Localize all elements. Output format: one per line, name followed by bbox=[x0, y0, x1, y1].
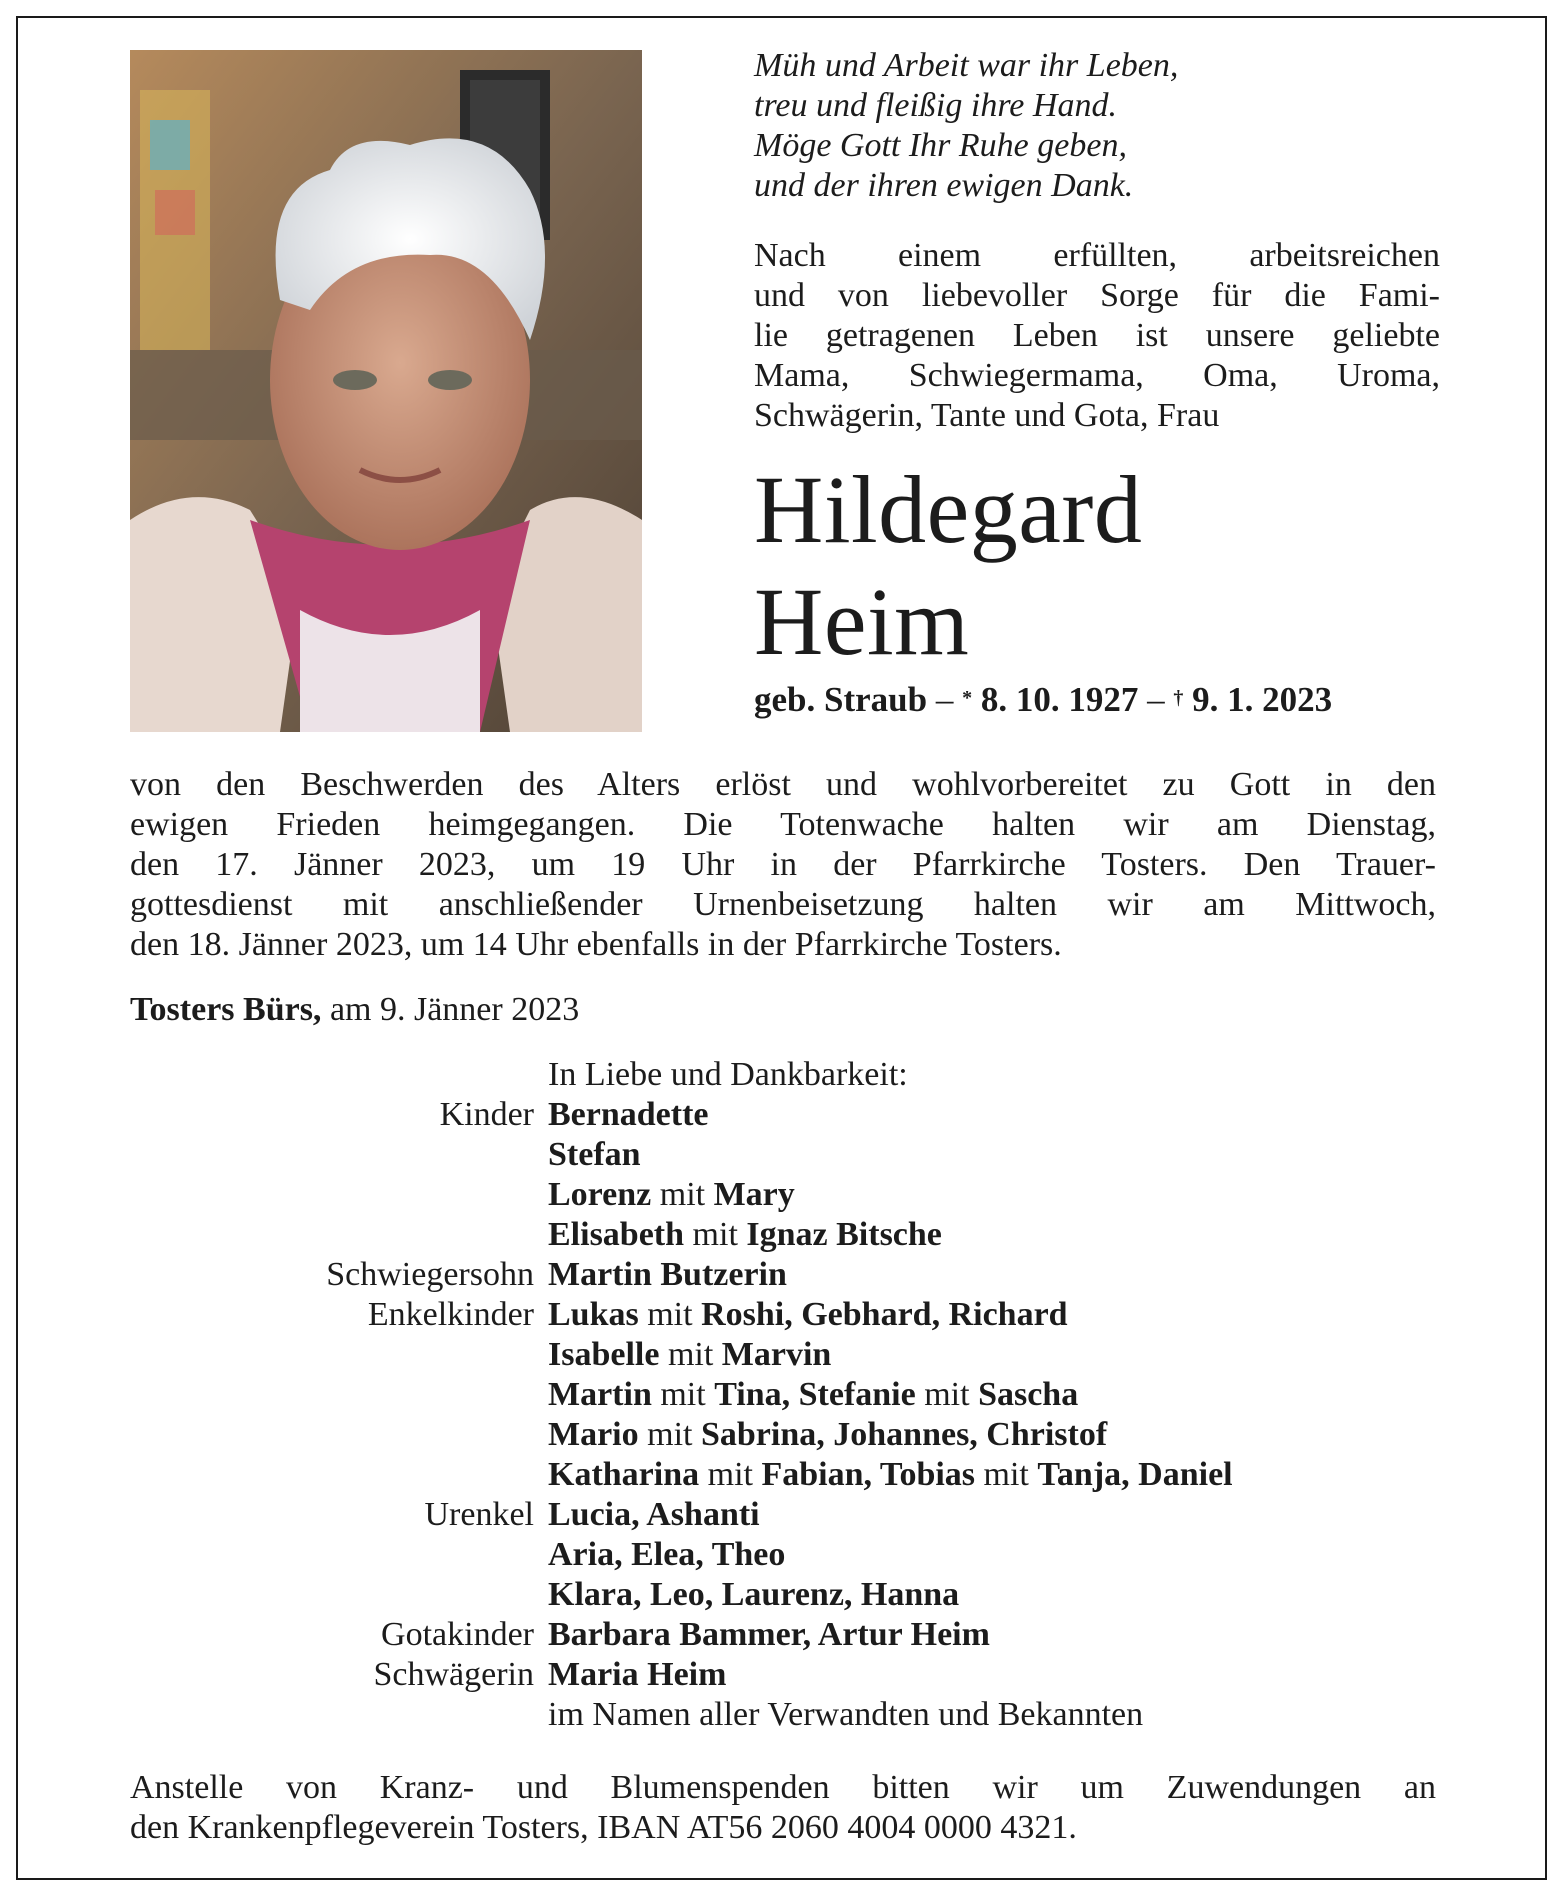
family-row bbox=[130, 1535, 1450, 1575]
poem-line: Möge Gott Ihr Ruhe geben, bbox=[754, 127, 1127, 164]
family-member-name: Barbara Bammer, Artur Heim bbox=[548, 1616, 990, 1653]
family-row bbox=[130, 1175, 1450, 1215]
family-row bbox=[130, 1615, 1450, 1655]
family-connector: mit bbox=[638, 1296, 702, 1333]
family-member-name: Lorenz bbox=[548, 1176, 652, 1213]
poem-line: und der ihren ewigen Dank. bbox=[754, 167, 1134, 204]
family-names bbox=[548, 1335, 1450, 1375]
family-role bbox=[130, 1455, 548, 1495]
paragraph-line: von den Beschwerden des Alters erlöst und wohlvorbereitet zu Gott in den bbox=[130, 766, 1436, 803]
family-member-name: Martin Butzerin bbox=[548, 1256, 787, 1293]
family-row bbox=[130, 1255, 1450, 1295]
family-role bbox=[130, 1575, 548, 1615]
place-name: Tosters Bürs, bbox=[130, 991, 322, 1028]
family-member-name: Katharina bbox=[548, 1456, 700, 1493]
family-names bbox=[548, 1215, 1450, 1255]
family-connector: mit bbox=[699, 1456, 762, 1493]
poem-line: Müh und Arbeit war ihr Leben, bbox=[754, 47, 1179, 84]
family-connector: mit bbox=[975, 1456, 1038, 1493]
family-list bbox=[130, 1055, 1450, 1735]
death-date: 9. 1. 2023 bbox=[1192, 680, 1333, 719]
birth-date: 8. 10. 1927 bbox=[980, 680, 1139, 719]
family-role bbox=[130, 1415, 548, 1455]
family-role bbox=[130, 1375, 548, 1415]
family-connector: mit bbox=[915, 1376, 979, 1413]
poem bbox=[754, 46, 1440, 206]
family-role bbox=[130, 1335, 548, 1375]
family-role bbox=[130, 1215, 548, 1255]
family-heading-row bbox=[130, 1055, 1450, 1095]
family-member-name: Marvin bbox=[721, 1336, 832, 1373]
family-row bbox=[130, 1575, 1450, 1615]
intro-line: Mama, Schwiegermama, Oma, Uroma, bbox=[754, 357, 1440, 394]
donation-note bbox=[130, 1768, 1436, 1848]
family-member-name: Elisabeth bbox=[548, 1216, 685, 1253]
first-name: Hildegard bbox=[754, 456, 1143, 563]
poem-line: treu und fleißig ihre Hand. bbox=[754, 87, 1117, 124]
family-names bbox=[548, 1295, 1450, 1335]
place-date-line bbox=[130, 990, 579, 1030]
intro-line: Nach einem erfüllten, arbeitsreichen bbox=[754, 237, 1440, 274]
family-connector: mit bbox=[659, 1336, 722, 1373]
intro-line: lie getragenen Leben ist unsere geliebte bbox=[754, 317, 1440, 354]
footer-line: Anstelle von Kranz- und Blumenspenden bitten wir um Zuwendungen an bbox=[130, 1769, 1436, 1806]
family-connector: mit bbox=[651, 1176, 714, 1213]
intro-line: Schwägerin, Tante und Gota, Frau bbox=[754, 397, 1220, 434]
family-row bbox=[130, 1655, 1450, 1695]
family-row bbox=[130, 1335, 1450, 1375]
family-row bbox=[130, 1495, 1450, 1535]
family-names bbox=[548, 1575, 1450, 1615]
family-member-name: Sascha bbox=[978, 1376, 1079, 1413]
paragraph-line: ewigen Frieden heimgegangen. Die Totenwache halten wir am Dienstag, bbox=[130, 806, 1436, 843]
place-date: am 9. Jänner 2023 bbox=[321, 991, 580, 1028]
family-connector: mit bbox=[638, 1416, 701, 1453]
family-role bbox=[130, 1175, 548, 1215]
death-symbol: † bbox=[1173, 687, 1184, 709]
deceased-name bbox=[754, 454, 1440, 678]
family-member-name: Isabelle bbox=[548, 1336, 660, 1373]
paragraph-line: gottesdienst mit anschließender Urnenbeisetzung halten wir am Mittwoch, bbox=[130, 886, 1436, 923]
family-member-name: Mario bbox=[548, 1416, 639, 1453]
family-role: Schwägerin bbox=[373, 1656, 534, 1693]
family-row bbox=[130, 1095, 1450, 1135]
family-member-name: Mary bbox=[713, 1176, 795, 1213]
family-names bbox=[548, 1095, 1450, 1135]
announcement-paragraph bbox=[130, 765, 1436, 965]
family-member-name: Sabrina, Johannes, Christof bbox=[700, 1416, 1108, 1453]
header-text-column bbox=[754, 46, 1440, 720]
family-member-name: Fabian, Tobias bbox=[761, 1456, 976, 1493]
family-names bbox=[548, 1615, 1450, 1655]
family-names bbox=[548, 1255, 1450, 1295]
family-names bbox=[548, 1695, 1450, 1735]
intro-text bbox=[754, 236, 1440, 436]
family-member-name: Stefan bbox=[548, 1136, 641, 1173]
family-role: Enkelkinder bbox=[367, 1296, 534, 1333]
family-role bbox=[130, 1135, 548, 1175]
family-member-name: Bernadette bbox=[548, 1096, 709, 1133]
family-member-name: Lucia, Ashanti bbox=[548, 1496, 760, 1533]
family-role bbox=[130, 1535, 548, 1575]
family-row bbox=[130, 1455, 1450, 1495]
family-member-name: Tanja, Daniel bbox=[1037, 1456, 1233, 1493]
family-member-name: Aria, Elea, Theo bbox=[548, 1536, 786, 1573]
family-names bbox=[548, 1375, 1450, 1415]
family-member-name: Klara, Leo, Laurenz, Hanna bbox=[548, 1576, 960, 1613]
family-row bbox=[130, 1215, 1450, 1255]
family-names bbox=[548, 1135, 1450, 1175]
family-role: Gotakinder bbox=[381, 1616, 534, 1653]
family-role: Kinder bbox=[439, 1096, 534, 1133]
family-member-name: Tina, Stefanie bbox=[714, 1376, 916, 1413]
family-connector: im Namen aller Verwandten und Bekannten bbox=[548, 1696, 1144, 1733]
family-connector: mit bbox=[651, 1376, 715, 1413]
family-member-name: Martin bbox=[548, 1376, 652, 1413]
family-member-name: Roshi, Gebhard, Richard bbox=[701, 1296, 1068, 1333]
family-row bbox=[130, 1695, 1450, 1735]
family-connector: mit bbox=[684, 1216, 747, 1253]
family-row bbox=[130, 1135, 1450, 1175]
birth-symbol: * bbox=[962, 687, 973, 709]
family-names bbox=[548, 1495, 1450, 1535]
family-role bbox=[130, 1695, 548, 1735]
family-names bbox=[548, 1655, 1450, 1695]
life-dates: geb. Straub – * 8. 10. 1927 – † 9. 1. 2023 bbox=[754, 680, 1333, 719]
family-heading: In Liebe und Dankbarkeit: bbox=[548, 1056, 908, 1093]
footer-line: den Krankenpflegeverein Tosters, IBAN AT56 2060 4004 0000 4321. bbox=[130, 1809, 1077, 1846]
family-names bbox=[548, 1175, 1450, 1215]
family-names bbox=[548, 1535, 1450, 1575]
family-names bbox=[548, 1455, 1450, 1495]
family-role: Urenkel bbox=[424, 1496, 534, 1533]
last-name: Heim bbox=[754, 568, 970, 675]
family-row bbox=[130, 1295, 1450, 1335]
family-member-name: Ignaz Bitsche bbox=[746, 1216, 942, 1253]
portrait-image bbox=[130, 50, 642, 732]
family-names bbox=[548, 1415, 1450, 1455]
family-row bbox=[130, 1375, 1450, 1415]
portrait-photo bbox=[130, 50, 642, 732]
family-member-name: Maria Heim bbox=[548, 1656, 727, 1693]
birth-name: geb. Straub bbox=[754, 680, 928, 719]
intro-line: und von liebevoller Sorge für die Fami- bbox=[754, 277, 1440, 314]
family-rows bbox=[130, 1095, 1450, 1735]
paragraph-line: den 18. Jänner 2023, um 14 Uhr ebenfalls in der Pfarrkirche Tosters. bbox=[130, 926, 1062, 963]
family-member-name: Lukas bbox=[548, 1296, 639, 1333]
paragraph-line: den 17. Jänner 2023, um 19 Uhr in der Pfarrkirche Tosters. Den Trauer- bbox=[130, 846, 1436, 883]
family-role: Schwiegersohn bbox=[326, 1256, 534, 1293]
family-row bbox=[130, 1415, 1450, 1455]
